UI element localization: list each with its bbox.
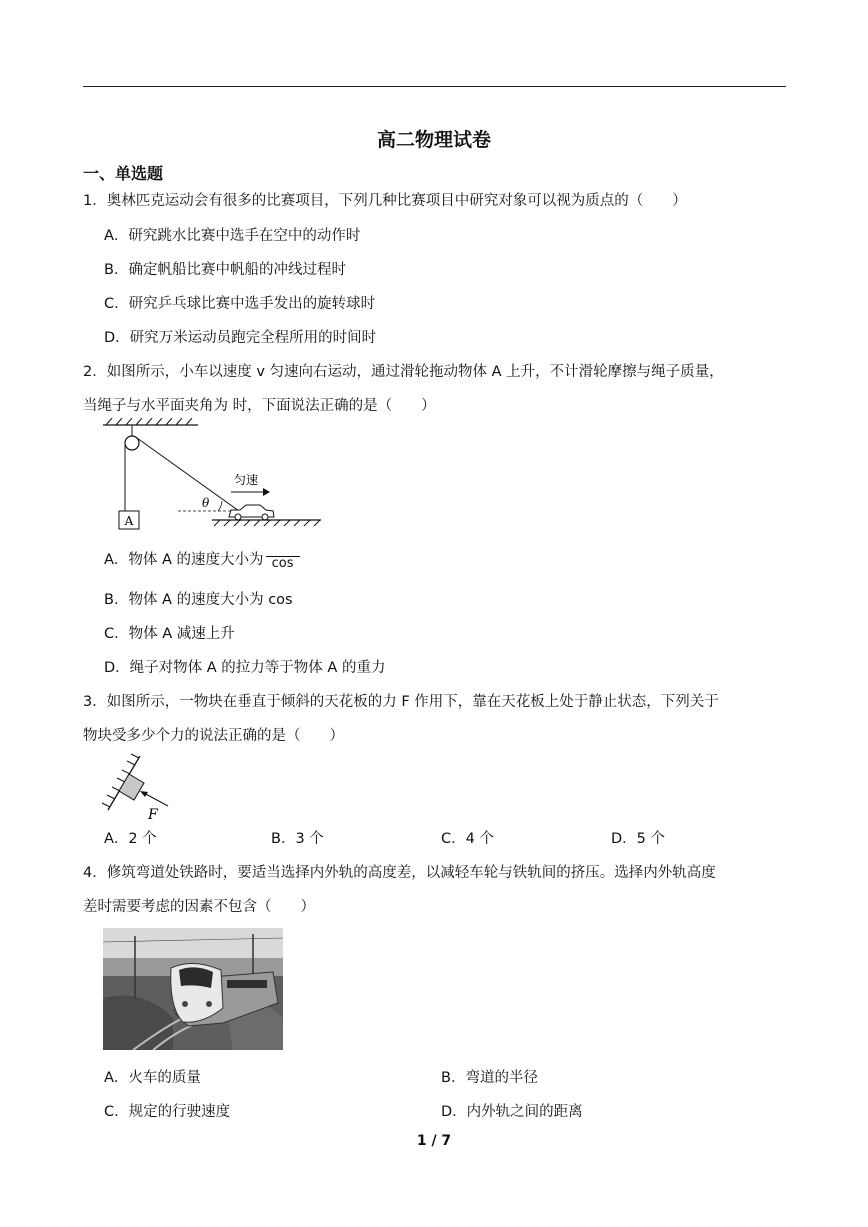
q1-option-c: C．研究乒乓球比赛中选手发出的旋转球时 — [104, 296, 376, 312]
page-number: 1 / 7 — [416, 1133, 452, 1149]
q2-stem-line2: 当绳子与水平面夹角为 时，下面说法正确的是（ ） — [83, 398, 436, 414]
q1-option-a: A．研究跳水比赛中选手在空中的动作时 — [104, 228, 361, 244]
q2-option-b: B．物体 A 的速度大小为 cos — [104, 592, 293, 608]
train-photo — [103, 928, 283, 1050]
header-rule — [83, 86, 786, 87]
q4-stem-line2: 差时需要考虑的因素不包含（ ） — [83, 899, 315, 915]
q1-option-d: D．研究万米运动员跑完全程所用的时间时 — [104, 330, 377, 346]
q2-option-d: D．绳子对物体 A 的拉力等于物体 A 的重力 — [104, 660, 386, 676]
page-title: 高二物理试卷 — [376, 129, 491, 151]
q3-option-a: A．2 个 — [104, 831, 157, 847]
q4-option-a: A．火车的质量 — [104, 1070, 201, 1086]
q4-stem-line1: 4．修筑弯道处铁路时，要适当选择内外轨的高度差，以减轻车轮与铁轨间的挤压。选择内外轨高度 — [83, 865, 716, 881]
q3-option-d: D．5 个 — [611, 831, 665, 847]
q4-option-d: D．内外轨之间的距离 — [441, 1104, 583, 1120]
block-a-label: A — [124, 514, 134, 528]
fraction-denominator: cos — [271, 555, 294, 571]
speed-label: 匀速 — [234, 473, 259, 487]
q4-option-b: B．弯道的半径 — [441, 1070, 538, 1086]
q4-option-c: C．规定的行驶速度 — [104, 1104, 231, 1120]
q1-option-b: B．确定帆船比赛中帆船的冲线过程时 — [104, 262, 346, 278]
ceiling-block-diagram — [98, 752, 178, 824]
q2-option-a — [104, 548, 300, 571]
q3-stem-line2: 物块受多少个力的说法正确的是（ ） — [83, 728, 344, 744]
angle-label: θ — [202, 496, 210, 510]
q3-stem-line1: 3．如图所示，一物块在垂直于倾斜的天花板的力 F 作用下，靠在天花板上处于静止状态，下列关于 — [83, 694, 719, 710]
q3-option-b: B．3 个 — [271, 831, 324, 847]
q2-option-c: C．物体 A 减速上升 — [104, 626, 235, 642]
q3-option-c: C．4 个 — [441, 831, 494, 847]
fraction — [266, 550, 300, 571]
pulley-diagram — [100, 418, 325, 534]
q1-stem: 1．奥林匹克运动会有很多的比赛项目，下列几种比赛项目中研究对象可以视为质点的（ ） — [83, 193, 687, 209]
force-label: F — [148, 807, 158, 823]
q2-stem-line1: 2．如图所示，小车以速度 v 匀速向右运动，通过滑轮拖动物体 A 上升，不计滑轮摩擦与绳子质量， — [83, 364, 724, 380]
section-heading: 一、单选题 — [83, 164, 164, 183]
q2-option-a-text: A．物体 A 的速度大小为 — [104, 552, 264, 568]
